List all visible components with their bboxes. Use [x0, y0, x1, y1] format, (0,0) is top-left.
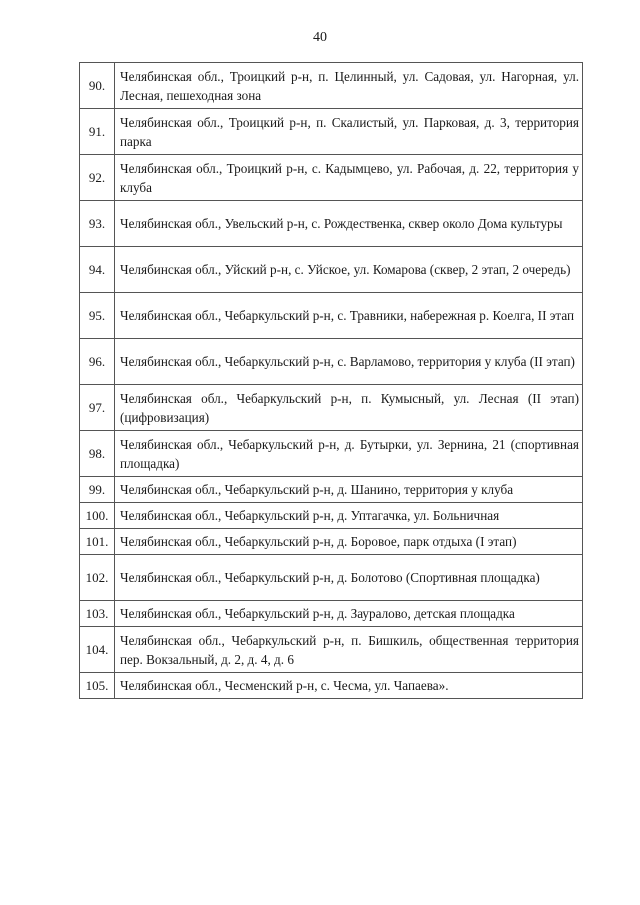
table-row [79, 627, 583, 673]
table-row [79, 673, 583, 699]
row-number: 104. [80, 627, 115, 672]
row-number: 94. [80, 247, 115, 292]
table-row [79, 63, 583, 109]
row-number: 103. [80, 601, 115, 626]
row-number: 101. [80, 529, 115, 554]
row-address: Челябинская обл., Чебаркульский р-н, п. Кумысный, ул. Лесная (II этап) (цифровизация) [120, 390, 579, 425]
table-row [79, 109, 583, 155]
row-number: 95. [80, 293, 115, 338]
row-address: Челябинская обл., Троицкий р-н, с. Кадымцево, ул. Рабочая, д. 22, территория у клуба [120, 160, 579, 195]
row-number: 92. [80, 155, 115, 200]
row-number: 102. [80, 555, 115, 600]
row-number: 99. [80, 477, 115, 502]
row-number: 96. [80, 339, 115, 384]
row-number: 93. [80, 201, 115, 246]
table-row [79, 431, 583, 477]
row-address: Челябинская обл., Чебаркульский р-н, д. Боровое, парк отдыха (I этап) [120, 534, 517, 549]
row-address: Челябинская обл., Чебаркульский р-н, с. Травники, набережная р. Коелга, II этап [120, 308, 575, 323]
row-address: Челябинская обл., Чебаркульский р-н, п. Бишкиль, общественная территория пер. Вокзальный, д. 2, д. 4, д. 6 [120, 632, 579, 667]
row-address: Челябинская обл., Чебаркульский р-н, д. Зауралово, детская площадка [120, 606, 515, 621]
table-row [79, 529, 583, 555]
row-number: 100. [80, 503, 115, 528]
row-address: Челябинская обл., Чесменский р-н, с. Чесма, ул. Чапаева». [120, 678, 449, 693]
table-row [79, 247, 583, 293]
address-table [79, 62, 583, 699]
table-row [79, 293, 583, 339]
row-address: Челябинская обл., Троицкий р-н, п. Целинный, ул. Садовая, ул. Нагорная, ул. Лесная, пешеходная зона [120, 68, 579, 103]
row-address: Челябинская обл., Троицкий р-н, п. Скалистый, ул. Парковая, д. 3, территория парка [120, 114, 579, 149]
table-row [79, 503, 583, 529]
table-row [79, 339, 583, 385]
table-row [79, 385, 583, 431]
row-address: Челябинская обл., Чебаркульский р-н, д. Болотово (Спортивная площадка) [120, 570, 540, 585]
table-row [79, 155, 583, 201]
row-number: 97. [80, 385, 115, 430]
row-address: Челябинская обл., Уйский р-н, с. Уйское, ул. Комарова (сквер, 2 этап, 2 очередь) [120, 262, 571, 277]
table-row [79, 601, 583, 627]
row-number: 105. [80, 673, 115, 698]
table-row [79, 477, 583, 503]
row-address: Челябинская обл., Увельский р-н, с. Рождественка, сквер около Дома культуры [120, 216, 563, 231]
row-address: Челябинская обл., Чебаркульский р-н, с. Варламово, территория у клуба (II этап) [120, 354, 575, 369]
row-address: Челябинская обл., Чебаркульский р-н, д. Шанино, территория у клуба [120, 482, 514, 497]
row-number: 98. [80, 431, 115, 476]
table-row [79, 555, 583, 601]
row-number: 90. [80, 63, 115, 108]
page-number: 40 [313, 30, 327, 45]
row-address: Челябинская обл., Чебаркульский р-н, д. Уптагачка, ул. Больничная [120, 508, 500, 523]
row-number: 91. [80, 109, 115, 154]
table-row [79, 201, 583, 247]
row-address: Челябинская обл., Чебаркульский р-н, д. Бутырки, ул. Зернина, 21 (спортивная площадка) [120, 436, 579, 471]
